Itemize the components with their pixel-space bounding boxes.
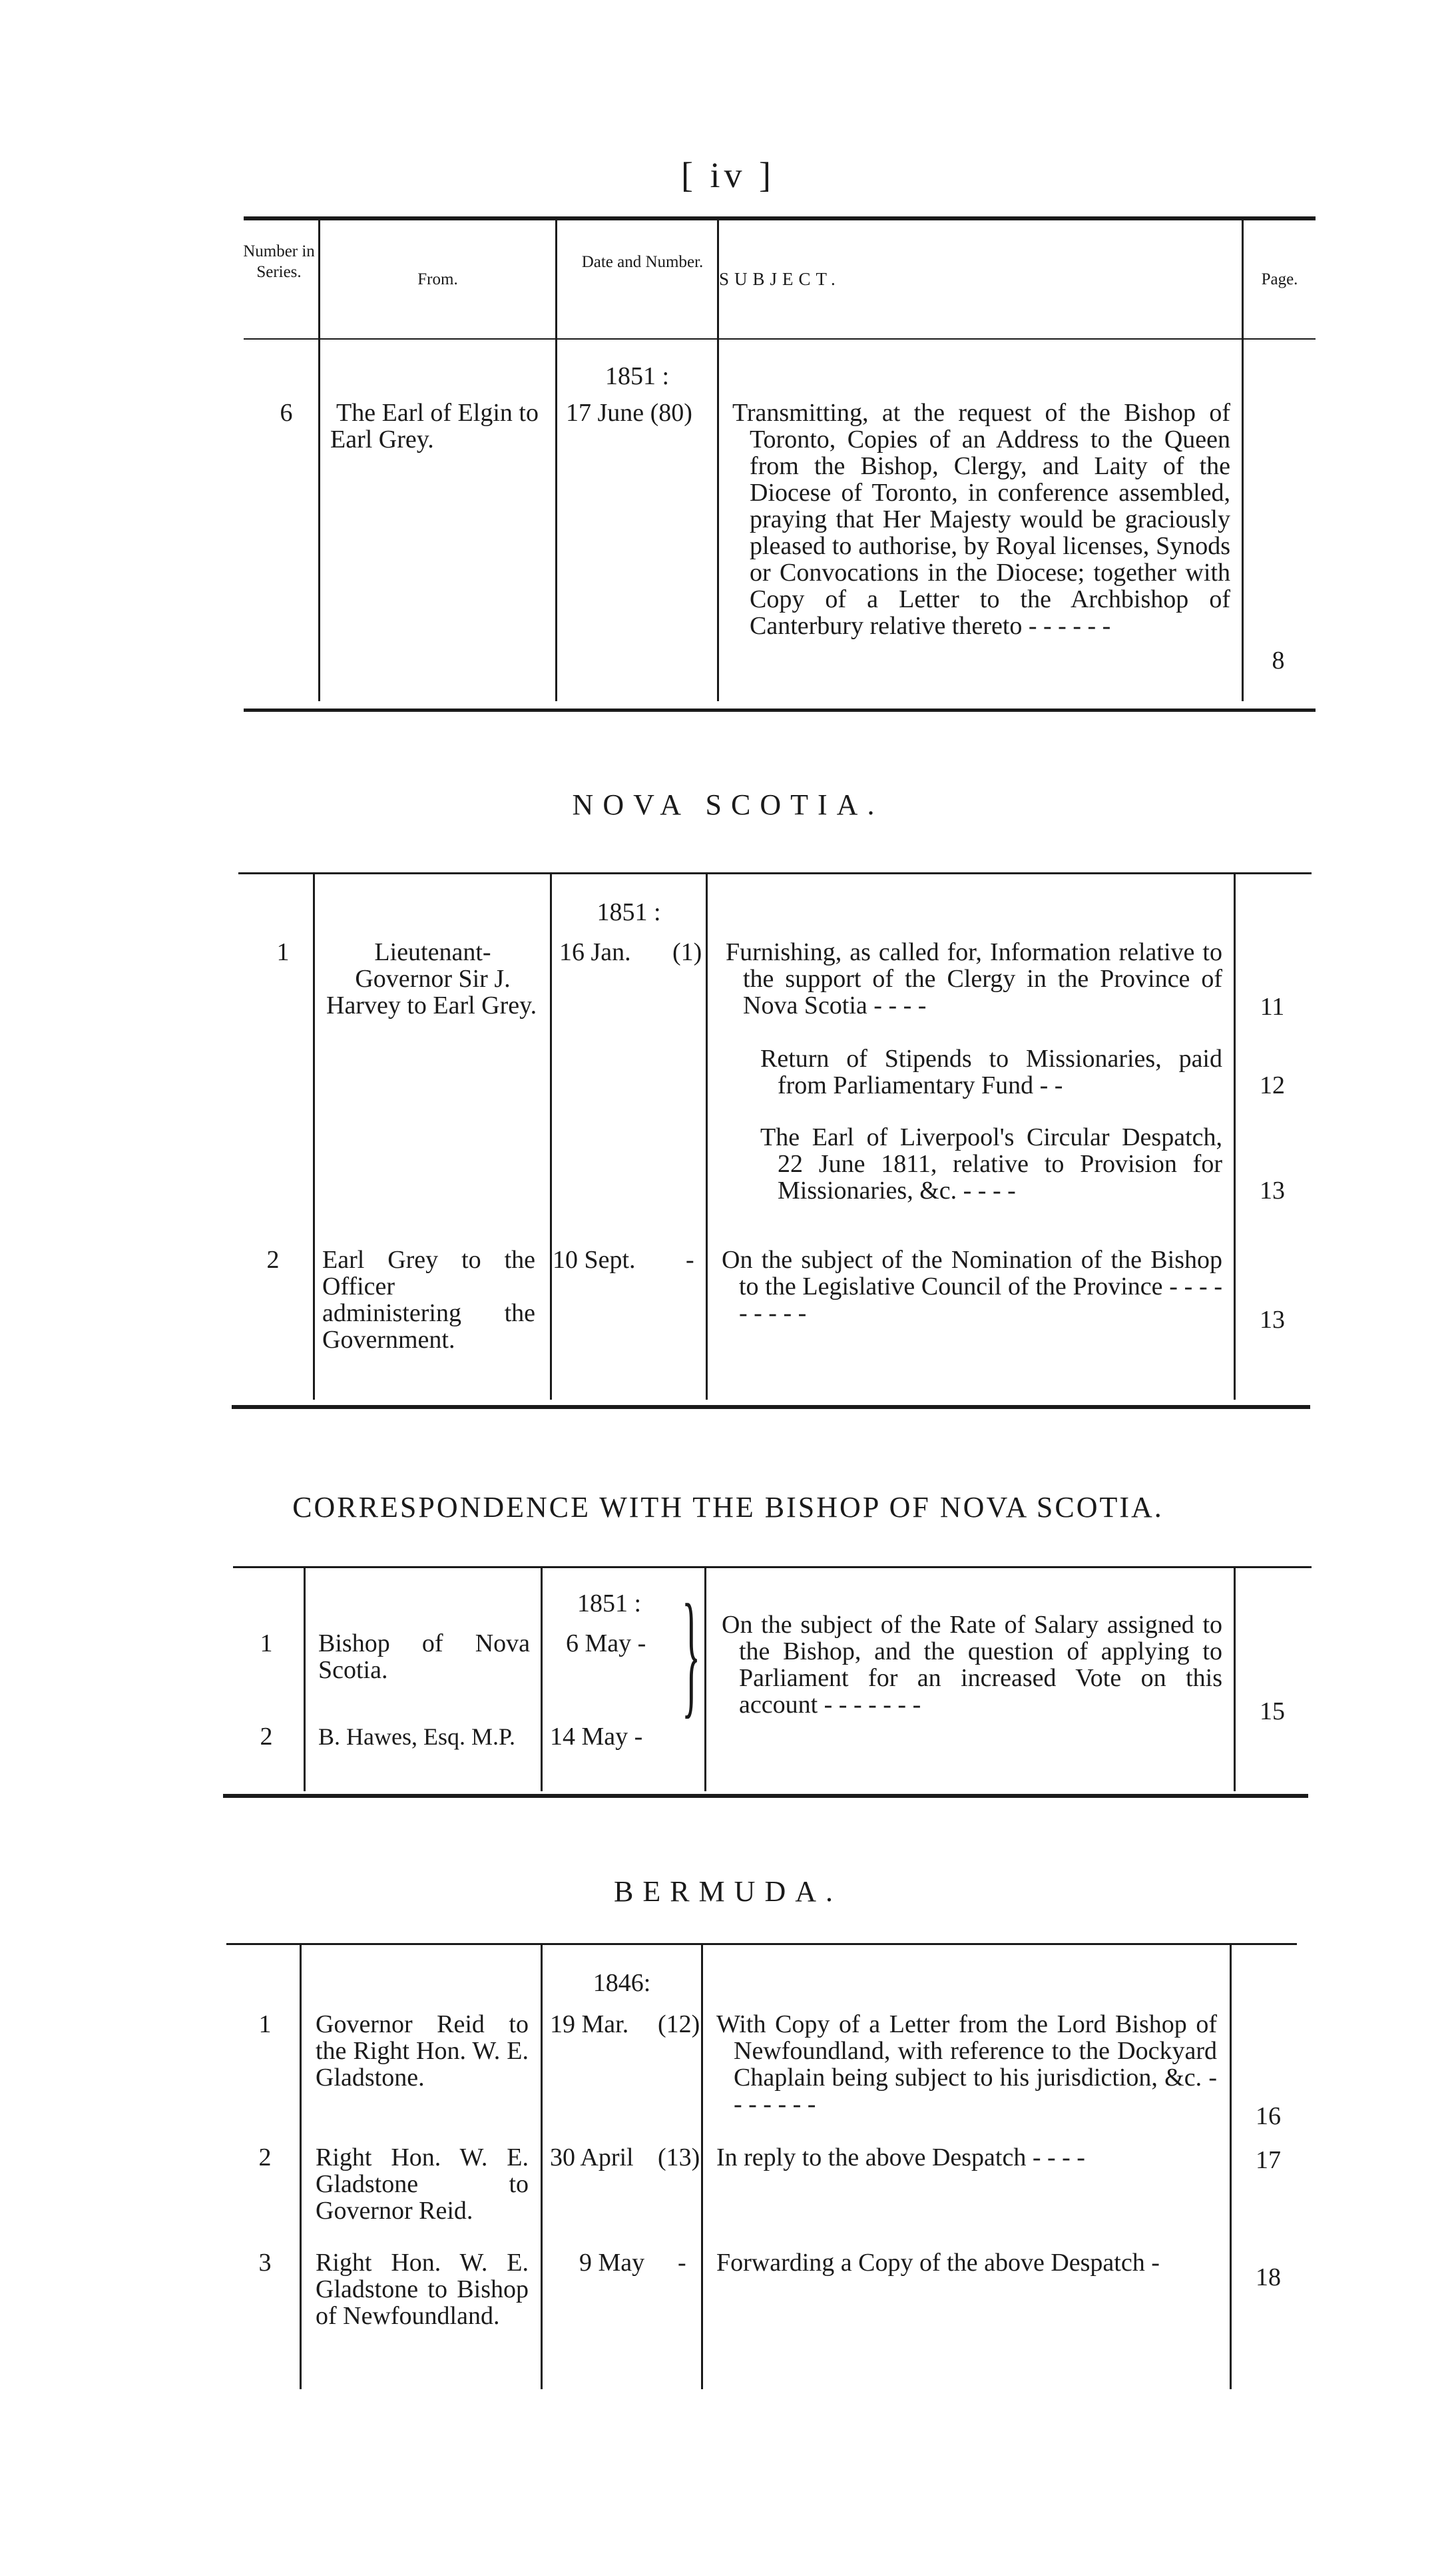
year-label: 1851 : xyxy=(577,1589,642,1617)
column-divider xyxy=(706,872,708,1400)
year-label: 1851 : xyxy=(605,362,670,390)
year-label: 1846: xyxy=(593,1969,651,1997)
entry-date: 30 April xyxy=(550,2143,634,2171)
entry-number: 1 xyxy=(260,1629,273,1657)
entry-subject: With Copy of a Letter from the Lord Bishop of Newfoundland, with reference to the Dockyard Chaplain being subject to his jurisdiction, &c. - - - - - - - xyxy=(716,2010,1217,2118)
column-divider xyxy=(701,1943,703,2389)
entry-date: 14 May - xyxy=(550,1723,643,1751)
header-subject: SUBJECT. xyxy=(719,269,841,289)
section-title-nova-scotia: NOVA SCOTIA. xyxy=(572,788,884,821)
entry-from: Right Hon. W. E. Gladstone to Governor Reid. xyxy=(316,2143,529,2225)
column-divider xyxy=(313,872,315,1400)
entry-subject: On the subject of the Nomination of the Bishop to the Legislative Council of the Province - - - - - - - - - xyxy=(722,1246,1222,1327)
grouping-brace: } xyxy=(682,1576,701,1731)
header-page: Page. xyxy=(1261,270,1298,288)
section-title-bishop-nova-scotia: CORRESPONDENCE WITH THE BISHOP OF NOVA SCOTIA. xyxy=(292,1491,1164,1524)
table-top-rule xyxy=(233,1566,1312,1568)
column-divider xyxy=(1234,872,1236,1400)
entry-from: B. Hawes, Esq. M.P. xyxy=(318,1723,516,1750)
entry-number: 2 xyxy=(258,2143,272,2171)
entry-page: 12 xyxy=(1260,1071,1285,1099)
table-bottom-rule xyxy=(244,709,1316,712)
header-date: Date and Number. xyxy=(581,253,704,271)
header-number: Number in Series. xyxy=(243,242,315,281)
entry-subject: On the subject of the Rate of Salary assigned to the Bishop, and the question of applying to Parliament for an increased Vote on this account - - - - - - - xyxy=(722,1611,1222,1719)
entry-number: 6 xyxy=(280,399,293,427)
entry-from: Bishop of Nova Scotia. xyxy=(318,1629,530,1684)
column-divider xyxy=(300,1943,302,2389)
entry-page: 8 xyxy=(1272,647,1285,675)
entry-from: The Earl of Elgin to Earl Grey. xyxy=(330,399,539,453)
column-divider xyxy=(1230,1943,1232,2389)
entry-date: 19 Mar. xyxy=(550,2010,629,2038)
column-divider xyxy=(704,1566,706,1791)
year-label: 1851 : xyxy=(597,898,661,926)
header-from: From. xyxy=(417,270,458,288)
entry-from: Lieutenant-Governor Sir J. Harvey to Earl Grey. xyxy=(326,938,537,1019)
entry-number: 2 xyxy=(266,1246,280,1274)
column-divider xyxy=(541,1943,543,2389)
column-divider xyxy=(1234,1566,1236,1791)
entry-page: 11 xyxy=(1260,993,1285,1021)
entry-from: Right Hon. W. E. Gladstone to Bishop of Newfoundland. xyxy=(316,2249,529,2330)
entry-date: 9 May xyxy=(579,2249,645,2277)
table-bottom-rule xyxy=(232,1405,1310,1409)
entry-date-number: - xyxy=(678,2249,686,2277)
entry-number: 2 xyxy=(260,1723,273,1751)
page-marker: [ iv ] xyxy=(681,155,775,195)
table-top-rule xyxy=(226,1943,1297,1945)
entry-page: 13 xyxy=(1260,1177,1285,1205)
header-rule xyxy=(244,338,1316,340)
entry-date: 10 Sept. xyxy=(553,1246,636,1274)
entry-number: 3 xyxy=(258,2249,272,2277)
table-top-rule xyxy=(238,872,1312,874)
entry-subject: Return of Stipends to Missionaries, paid from Parliamentary Fund - - xyxy=(760,1045,1222,1099)
table-bottom-rule xyxy=(223,1794,1308,1798)
entry-page: 18 xyxy=(1256,2263,1281,2291)
entry-page: 13 xyxy=(1260,1306,1285,1334)
entry-date-number: (12) xyxy=(658,2010,700,2038)
column-divider xyxy=(555,216,557,701)
entry-date-number: (13) xyxy=(658,2143,700,2171)
entry-page: 16 xyxy=(1256,2102,1281,2130)
entry-date-number: (1) xyxy=(672,938,702,966)
entry-subject: In reply to the above Despatch - - - - xyxy=(716,2143,1085,2171)
column-divider xyxy=(550,872,552,1400)
section-title-bermuda: BERMUDA. xyxy=(613,1875,843,1908)
entry-number: 1 xyxy=(258,2010,272,2038)
entry-date: 16 Jan. xyxy=(559,938,631,966)
entry-from: Earl Grey to the Officer administering the Government. xyxy=(322,1246,535,1354)
entry-date: 6 May - xyxy=(566,1629,646,1657)
entry-date: 17 June (80) xyxy=(566,399,692,427)
entry-subject: Forwarding a Copy of the above Despatch - xyxy=(716,2249,1160,2277)
table-top-rule xyxy=(244,216,1316,220)
entry-subject: Furnishing, as called for, Information relative to the support of the Clergy in the Province of Nova Scotia - - - - xyxy=(726,938,1222,1019)
entry-page: 17 xyxy=(1256,2146,1281,2174)
column-divider xyxy=(304,1566,306,1791)
entry-number: 1 xyxy=(276,938,290,966)
entry-subject: Transmitting, at the request of the Bishop of Toronto, Copies of an Address to the Queen from the Bishop, Clergy, and Laity of the Diocese of Toronto, in conference assembled, praying that Her Majesty would be graciously pleased to authorise, by Royal licenses, Synods or Convocations in the Diocese; together with Copy of a Letter to the Archbishop of Canterbury relative thereto - - - - - - xyxy=(732,399,1230,640)
entry-from: Governor Reid to the Right Hon. W. E. Gladstone. xyxy=(316,2010,529,2092)
entry-page: 15 xyxy=(1260,1697,1285,1725)
entry-subject: The Earl of Liverpool's Circular Despatch, 22 June 1811, relative to Provision for Missionaries, &c. - - - - xyxy=(760,1123,1222,1205)
entry-date-number: - xyxy=(686,1246,694,1274)
